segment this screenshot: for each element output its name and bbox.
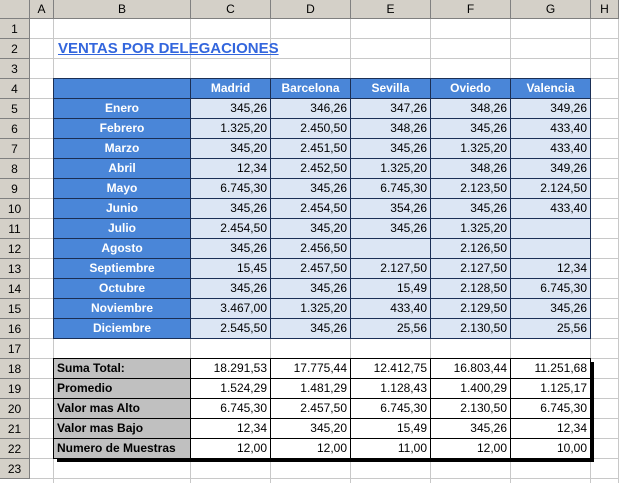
value-cell[interactable]: 346,26 bbox=[270, 98, 351, 119]
column-header-g[interactable]: G bbox=[511, 0, 591, 19]
value-cell[interactable]: 1.325,20 bbox=[430, 218, 511, 239]
row-header-22[interactable]: 22 bbox=[0, 439, 30, 459]
value-cell[interactable]: 15,49 bbox=[350, 278, 431, 299]
value-cell[interactable]: 349,26 bbox=[510, 158, 591, 179]
row-header-3[interactable]: 3 bbox=[0, 59, 30, 79]
value-cell[interactable]: 433,40 bbox=[510, 138, 591, 159]
row-header-16[interactable]: 16 bbox=[0, 319, 30, 339]
row-header-15[interactable]: 15 bbox=[0, 299, 30, 319]
value-cell[interactable]: 6.745,30 bbox=[510, 278, 591, 299]
summary-value-cell[interactable]: 345,26 bbox=[430, 418, 511, 439]
summary-value-cell[interactable]: 16.803,44 bbox=[430, 358, 511, 379]
summary-value-cell[interactable]: 1.125,17 bbox=[510, 378, 591, 399]
row-header-13[interactable]: 13 bbox=[0, 259, 30, 279]
page-title: VENTAS POR DELEGACIONES bbox=[58, 40, 279, 57]
value-cell[interactable]: 433,40 bbox=[350, 298, 431, 319]
summary-value-cell[interactable]: 1.128,43 bbox=[350, 378, 431, 399]
row-header-14[interactable]: 14 bbox=[0, 279, 30, 299]
month-label[interactable]: Enero bbox=[53, 98, 191, 119]
summary-value-cell[interactable]: 10,00 bbox=[510, 438, 591, 459]
summary-value-cell[interactable]: 2.130,50 bbox=[430, 398, 511, 419]
summary-value-cell[interactable]: 345,20 bbox=[270, 418, 351, 439]
value-cell[interactable]: 2.457,50 bbox=[270, 258, 351, 279]
value-cell[interactable]: 15,45 bbox=[190, 258, 271, 279]
value-cell[interactable]: 6.745,30 bbox=[190, 178, 271, 199]
value-cell[interactable]: 1.325,20 bbox=[270, 298, 351, 319]
row-header-4[interactable]: 4 bbox=[0, 79, 30, 99]
value-cell[interactable]: 345,26 bbox=[350, 138, 431, 159]
row-header-11[interactable]: 11 bbox=[0, 219, 30, 239]
value-cell[interactable]: 345,20 bbox=[190, 138, 271, 159]
value-cell[interactable]: 345,26 bbox=[430, 118, 511, 139]
value-cell[interactable]: 347,26 bbox=[350, 98, 431, 119]
value-cell[interactable]: 1.325,20 bbox=[350, 158, 431, 179]
month-label[interactable]: Diciembre bbox=[53, 318, 191, 339]
summary-value-cell[interactable]: 6.745,30 bbox=[190, 398, 271, 419]
value-cell[interactable]: 2.450,50 bbox=[270, 118, 351, 139]
summary-shadow-bottom bbox=[57, 459, 594, 462]
value-cell[interactable]: 2.545,50 bbox=[190, 318, 271, 339]
value-cell[interactable] bbox=[510, 238, 591, 259]
value-cell[interactable]: 345,26 bbox=[510, 298, 591, 319]
value-cell[interactable]: 12,34 bbox=[190, 158, 271, 179]
month-label[interactable]: Junio bbox=[53, 198, 191, 219]
summary-value-cell[interactable]: 1.400,29 bbox=[430, 378, 511, 399]
summary-value-cell[interactable]: 15,49 bbox=[350, 418, 431, 439]
summary-value-cell[interactable]: 12,34 bbox=[510, 418, 591, 439]
column-header-c[interactable]: C bbox=[191, 0, 271, 19]
value-cell[interactable]: 345,26 bbox=[270, 178, 351, 199]
column-header-h[interactable]: H bbox=[591, 0, 619, 19]
summary-value-cell[interactable]: 12,34 bbox=[190, 418, 271, 439]
summary-value-cell[interactable]: 12,00 bbox=[270, 438, 351, 459]
value-cell[interactable]: 345,26 bbox=[270, 318, 351, 339]
value-cell[interactable]: 2.456,50 bbox=[270, 238, 351, 259]
row-header-21[interactable]: 21 bbox=[0, 419, 30, 439]
row-header-5[interactable]: 5 bbox=[0, 99, 30, 119]
value-cell[interactable]: 3.467,00 bbox=[190, 298, 271, 319]
month-label[interactable]: Julio bbox=[53, 218, 191, 239]
value-cell[interactable]: 433,40 bbox=[510, 118, 591, 139]
value-cell[interactable]: 345,26 bbox=[190, 198, 271, 219]
month-label[interactable]: Noviembre bbox=[53, 298, 191, 319]
row-header-18[interactable]: 18 bbox=[0, 359, 30, 379]
value-cell[interactable]: 2.454,50 bbox=[190, 218, 271, 239]
column-header-a[interactable]: A bbox=[30, 0, 54, 19]
value-cell[interactable]: 345,26 bbox=[270, 278, 351, 299]
value-cell[interactable]: 348,26 bbox=[430, 98, 511, 119]
value-cell[interactable]: 348,26 bbox=[350, 118, 431, 139]
row-header-1[interactable]: 1 bbox=[0, 19, 30, 39]
value-cell[interactable]: 2.128,50 bbox=[430, 278, 511, 299]
value-cell[interactable]: 345,26 bbox=[430, 198, 511, 219]
value-cell[interactable]: 12,34 bbox=[510, 258, 591, 279]
value-cell[interactable]: 345,26 bbox=[190, 278, 271, 299]
summary-value-cell[interactable]: 12,00 bbox=[430, 438, 511, 459]
row-header-2[interactable]: 2 bbox=[0, 39, 30, 59]
value-cell[interactable]: 345,26 bbox=[190, 98, 271, 119]
summary-shadow-right bbox=[591, 362, 594, 461]
column-title-sevilla[interactable]: Sevilla bbox=[350, 78, 431, 99]
value-cell[interactable]: 2.127,50 bbox=[430, 258, 511, 279]
summary-value-cell[interactable]: 1.481,29 bbox=[270, 378, 351, 399]
month-label[interactable]: Agosto bbox=[53, 238, 191, 259]
row-header-19[interactable]: 19 bbox=[0, 379, 30, 399]
value-cell[interactable]: 25,56 bbox=[350, 318, 431, 339]
value-cell[interactable]: 2.130,50 bbox=[430, 318, 511, 339]
summary-value-cell[interactable]: 6.745,30 bbox=[510, 398, 591, 419]
value-cell[interactable]: 2.127,50 bbox=[350, 258, 431, 279]
summary-value-cell[interactable]: 11.251,68 bbox=[510, 358, 591, 379]
row-header-6[interactable]: 6 bbox=[0, 119, 30, 139]
value-cell[interactable]: 349,26 bbox=[510, 98, 591, 119]
month-label[interactable]: Octubre bbox=[53, 278, 191, 299]
row-header-12[interactable]: 12 bbox=[0, 239, 30, 259]
value-cell[interactable]: 345,26 bbox=[350, 218, 431, 239]
summary-value-cell[interactable]: 1.524,29 bbox=[190, 378, 271, 399]
column-header-f[interactable]: F bbox=[431, 0, 511, 19]
row-header-17[interactable]: 17 bbox=[0, 339, 30, 359]
value-cell[interactable]: 1.325,20 bbox=[430, 138, 511, 159]
column-header-d[interactable]: D bbox=[271, 0, 351, 19]
value-cell[interactable]: 2.124,50 bbox=[510, 178, 591, 199]
value-cell[interactable]: 345,26 bbox=[190, 238, 271, 259]
row-header-9[interactable]: 9 bbox=[0, 179, 30, 199]
summary-value-cell[interactable]: 2.457,50 bbox=[270, 398, 351, 419]
value-cell[interactable]: 2.452,50 bbox=[270, 158, 351, 179]
select-all-corner[interactable] bbox=[0, 0, 30, 19]
summary-label[interactable]: Numero de Muestras bbox=[53, 438, 191, 459]
value-cell[interactable]: 2.126,50 bbox=[430, 238, 511, 259]
value-cell[interactable]: 354,26 bbox=[350, 198, 431, 219]
value-cell[interactable] bbox=[350, 238, 431, 259]
table-header-corner bbox=[53, 78, 191, 99]
summary-value-cell[interactable]: 12,00 bbox=[190, 438, 271, 459]
summary-label[interactable]: Promedio bbox=[53, 378, 191, 399]
summary-value-cell[interactable]: 18.291,53 bbox=[190, 358, 271, 379]
column-title-valencia[interactable]: Valencia bbox=[510, 78, 591, 99]
column-title-oviedo[interactable]: Oviedo bbox=[430, 78, 511, 99]
month-label[interactable]: Febrero bbox=[53, 118, 191, 139]
column-header-b[interactable]: B bbox=[54, 0, 191, 19]
value-cell[interactable]: 2.451,50 bbox=[270, 138, 351, 159]
row-header-7[interactable]: 7 bbox=[0, 139, 30, 159]
month-label[interactable]: Septiembre bbox=[53, 258, 191, 279]
value-cell[interactable]: 348,26 bbox=[430, 158, 511, 179]
value-cell[interactable]: 2.454,50 bbox=[270, 198, 351, 219]
row-header-20[interactable]: 20 bbox=[0, 399, 30, 419]
column-header-e[interactable]: E bbox=[351, 0, 431, 19]
gridline-horizontal bbox=[30, 38, 619, 39]
summary-value-cell[interactable]: 6.745,30 bbox=[350, 398, 431, 419]
month-label[interactable]: Marzo bbox=[53, 138, 191, 159]
column-title-madrid[interactable]: Madrid bbox=[190, 78, 271, 99]
row-header-23[interactable]: 23 bbox=[0, 459, 30, 479]
summary-label[interactable]: Valor mas Bajo bbox=[53, 418, 191, 439]
gridline-horizontal bbox=[30, 478, 619, 479]
gridline-horizontal bbox=[30, 58, 619, 59]
value-cell[interactable]: 6.745,30 bbox=[350, 178, 431, 199]
month-label[interactable]: Mayo bbox=[53, 178, 191, 199]
summary-label[interactable]: Suma Total: bbox=[53, 358, 191, 379]
row-header-8[interactable]: 8 bbox=[0, 159, 30, 179]
column-title-barcelona[interactable]: Barcelona bbox=[270, 78, 351, 99]
month-label[interactable]: Abril bbox=[53, 158, 191, 179]
value-cell[interactable] bbox=[510, 218, 591, 239]
summary-value-cell[interactable]: 17.775,44 bbox=[270, 358, 351, 379]
value-cell[interactable]: 2.123,50 bbox=[430, 178, 511, 199]
value-cell[interactable]: 25,56 bbox=[510, 318, 591, 339]
value-cell[interactable]: 345,20 bbox=[270, 218, 351, 239]
summary-value-cell[interactable]: 11,00 bbox=[350, 438, 431, 459]
value-cell[interactable]: 1.325,20 bbox=[190, 118, 271, 139]
summary-label[interactable]: Valor mas Alto bbox=[53, 398, 191, 419]
value-cell[interactable]: 2.129,50 bbox=[430, 298, 511, 319]
row-header-10[interactable]: 10 bbox=[0, 199, 30, 219]
value-cell[interactable]: 433,40 bbox=[510, 198, 591, 219]
summary-value-cell[interactable]: 12.412,75 bbox=[350, 358, 431, 379]
